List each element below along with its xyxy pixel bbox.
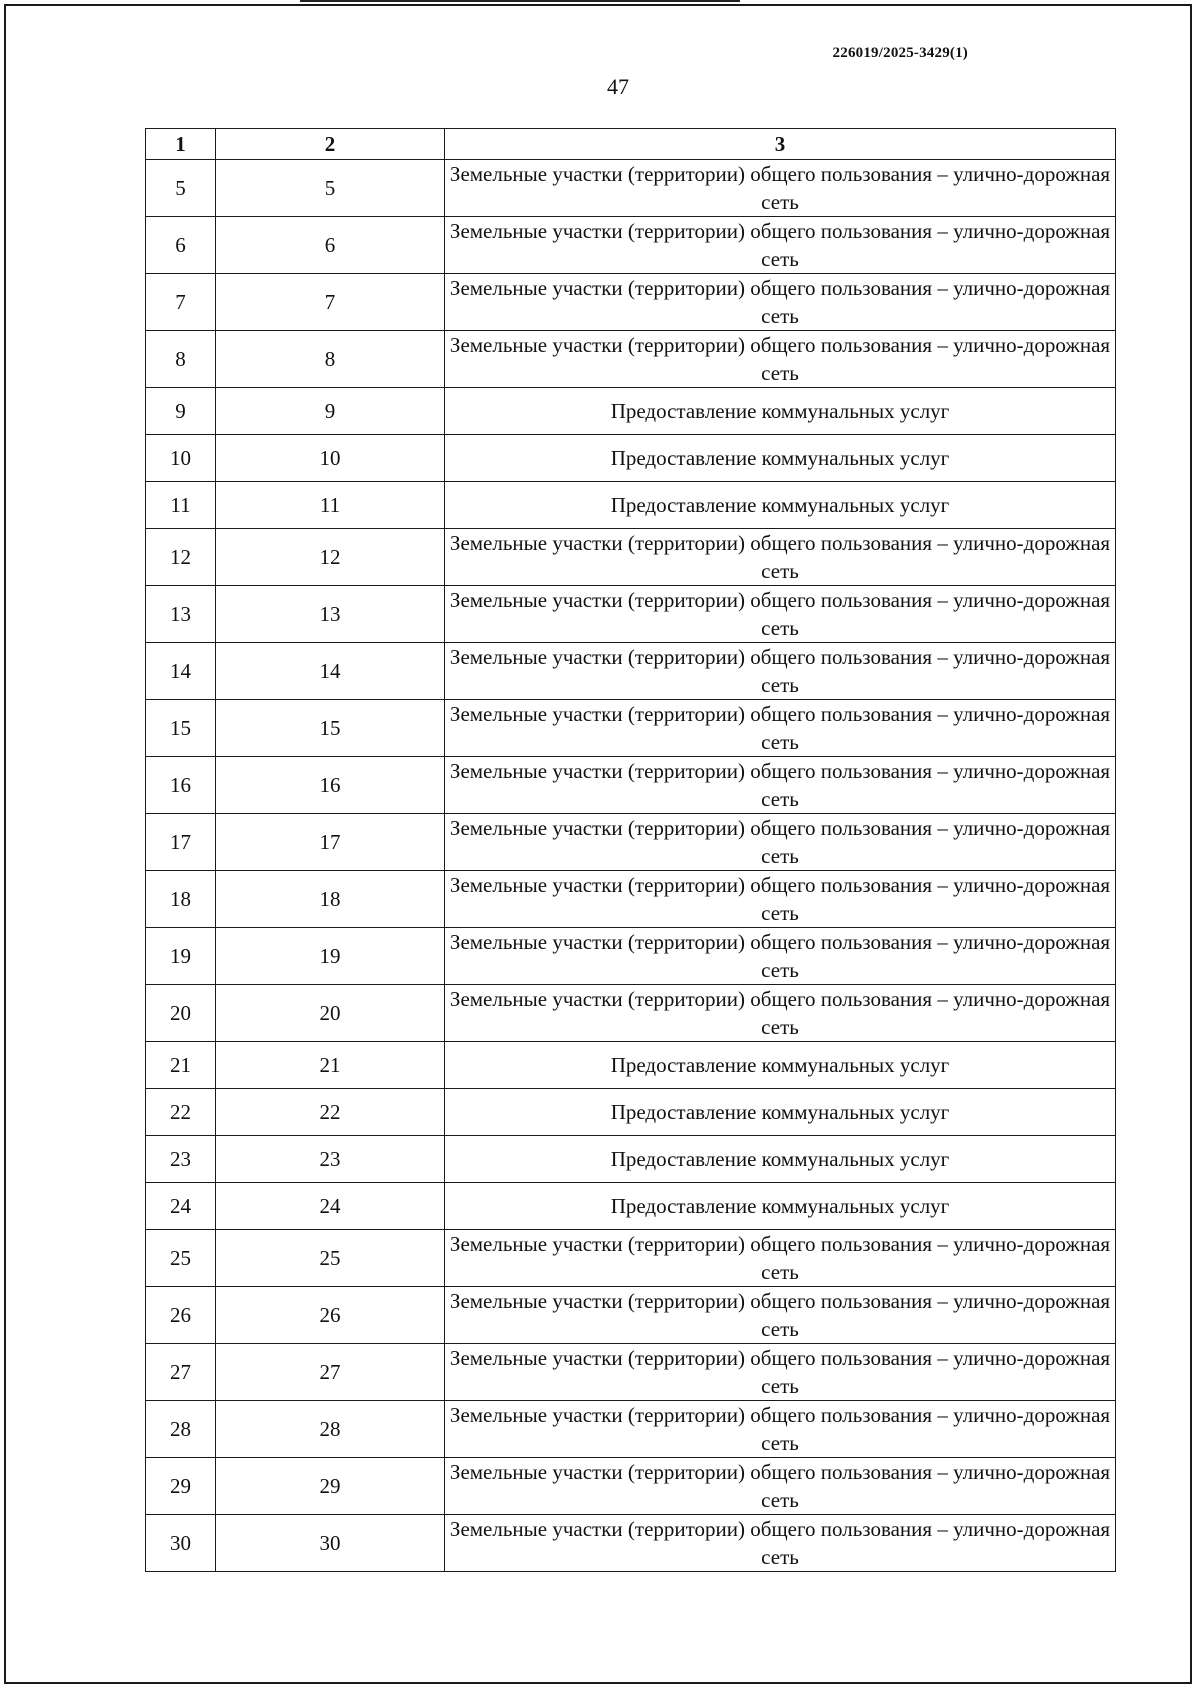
table-cell-col3: Земельные участки (территории) общего пользования – улично-дорожная сеть — [445, 1515, 1116, 1572]
table-cell-col2: 21 — [216, 1042, 445, 1089]
table-row — [146, 586, 1116, 643]
table-cell-col2: 28 — [216, 1401, 445, 1458]
table-row — [146, 274, 1116, 331]
table-cell-col1: 25 — [146, 1230, 216, 1287]
table-cell-col2: 22 — [216, 1089, 445, 1136]
table-row — [146, 331, 1116, 388]
table-cell-col1: 10 — [146, 435, 216, 482]
column-header-2: 2 — [216, 129, 445, 160]
table-cell-col2: 8 — [216, 331, 445, 388]
table-cell-col2: 25 — [216, 1230, 445, 1287]
table-row — [146, 814, 1116, 871]
table-cell-col3: Земельные участки (территории) общего пользования – улично-дорожная сеть — [445, 1458, 1116, 1515]
table-cell-col3: Земельные участки (территории) общего пользования – улично-дорожная сеть — [445, 217, 1116, 274]
table-row — [146, 1458, 1116, 1515]
table-cell-col3: Земельные участки (территории) общего пользования – улично-дорожная сеть — [445, 985, 1116, 1042]
table-cell-col2: 15 — [216, 700, 445, 757]
table-cell-col2: 24 — [216, 1183, 445, 1230]
table-row — [146, 643, 1116, 700]
table-header-row — [146, 129, 1116, 160]
table-row — [146, 700, 1116, 757]
table-cell-col2: 17 — [216, 814, 445, 871]
table-cell-col2: 18 — [216, 871, 445, 928]
table-cell-col2: 29 — [216, 1458, 445, 1515]
table-cell-col2: 6 — [216, 217, 445, 274]
table-cell-col1: 11 — [146, 482, 216, 529]
table-row — [146, 160, 1116, 217]
table-cell-col2: 26 — [216, 1287, 445, 1344]
table-cell-col2: 27 — [216, 1344, 445, 1401]
table-cell-col3: Предоставление коммунальных услуг — [445, 435, 1116, 482]
table-cell-col1: 14 — [146, 643, 216, 700]
table-cell-col3: Земельные участки (территории) общего пользования – улично-дорожная сеть — [445, 643, 1116, 700]
table-cell-col3: Земельные участки (территории) общего пользования – улично-дорожная сеть — [445, 529, 1116, 586]
table-cell-col1: 19 — [146, 928, 216, 985]
table-cell-col1: 18 — [146, 871, 216, 928]
table-cell-col2: 9 — [216, 388, 445, 435]
table-cell-col1: 13 — [146, 586, 216, 643]
table-row — [146, 1401, 1116, 1458]
document-number: 226019/2025-3429(1) — [832, 45, 968, 61]
table-row — [146, 388, 1116, 435]
table-cell-col3: Земельные участки (территории) общего пользования – улично-дорожная сеть — [445, 1230, 1116, 1287]
table-row — [146, 1344, 1116, 1401]
table-cell-col1: 20 — [146, 985, 216, 1042]
table-cell-col3: Предоставление коммунальных услуг — [445, 1089, 1116, 1136]
table-cell-col3: Земельные участки (территории) общего пользования – улично-дорожная сеть — [445, 814, 1116, 871]
table-cell-col1: 21 — [146, 1042, 216, 1089]
table-cell-col1: 23 — [146, 1136, 216, 1183]
table-cell-col3: Предоставление коммунальных услуг — [445, 1136, 1116, 1183]
table-cell-col2: 10 — [216, 435, 445, 482]
table-row — [146, 1042, 1116, 1089]
table-cell-col1: 6 — [146, 217, 216, 274]
table-cell-col1: 15 — [146, 700, 216, 757]
table-cell-col3: Земельные участки (территории) общего пользования – улично-дорожная сеть — [445, 160, 1116, 217]
page-number: 47 — [607, 74, 629, 99]
table-cell-col1: 22 — [146, 1089, 216, 1136]
table-row — [146, 757, 1116, 814]
table-cell-col3: Предоставление коммунальных услуг — [445, 388, 1116, 435]
table-cell-col3: Земельные участки (территории) общего пользования – улично-дорожная сеть — [445, 871, 1116, 928]
table-cell-col1: 7 — [146, 274, 216, 331]
table-cell-col1: 8 — [146, 331, 216, 388]
table-cell-col3: Земельные участки (территории) общего пользования – улично-дорожная сеть — [445, 586, 1116, 643]
table-cell-col2: 23 — [216, 1136, 445, 1183]
table-cell-col1: 16 — [146, 757, 216, 814]
table-cell-col3: Земельные участки (территории) общего пользования – улично-дорожная сеть — [445, 1287, 1116, 1344]
table-cell-col1: 17 — [146, 814, 216, 871]
table-row — [146, 871, 1116, 928]
table-row — [146, 928, 1116, 985]
table-cell-col1: 5 — [146, 160, 216, 217]
table-cell-col3: Земельные участки (территории) общего пользования – улично-дорожная сеть — [445, 700, 1116, 757]
table-cell-col2: 30 — [216, 1515, 445, 1572]
table-row — [146, 1230, 1116, 1287]
table-cell-col3: Предоставление коммунальных услуг — [445, 1183, 1116, 1230]
data-table — [145, 128, 1116, 1572]
scan-top-edge — [300, 0, 740, 6]
table-cell-col1: 28 — [146, 1401, 216, 1458]
table-cell-col2: 11 — [216, 482, 445, 529]
table-row — [146, 1183, 1116, 1230]
table-cell-col3: Предоставление коммунальных услуг — [445, 482, 1116, 529]
table-row — [146, 1089, 1116, 1136]
column-header-1: 1 — [146, 129, 216, 160]
table-cell-col3: Земельные участки (территории) общего пользования – улично-дорожная сеть — [445, 1344, 1116, 1401]
table-cell-col1: 26 — [146, 1287, 216, 1344]
table-cell-col2: 7 — [216, 274, 445, 331]
table-cell-col3: Предоставление коммунальных услуг — [445, 1042, 1116, 1089]
table-row — [146, 1515, 1116, 1572]
table-cell-col2: 20 — [216, 985, 445, 1042]
table-cell-col1: 9 — [146, 388, 216, 435]
table-row — [146, 1136, 1116, 1183]
table-cell-col1: 24 — [146, 1183, 216, 1230]
table-row — [146, 529, 1116, 586]
table-row — [146, 217, 1116, 274]
table-cell-col1: 27 — [146, 1344, 216, 1401]
table-cell-col1: 29 — [146, 1458, 216, 1515]
table-row — [146, 985, 1116, 1042]
table-cell-col2: 12 — [216, 529, 445, 586]
table-cell-col2: 16 — [216, 757, 445, 814]
table-cell-col1: 12 — [146, 529, 216, 586]
table-cell-col2: 14 — [216, 643, 445, 700]
table-row — [146, 1287, 1116, 1344]
table-body — [146, 160, 1116, 1572]
table-cell-col3: Земельные участки (территории) общего пользования – улично-дорожная сеть — [445, 274, 1116, 331]
table-cell-col2: 13 — [216, 586, 445, 643]
table-cell-col1: 30 — [146, 1515, 216, 1572]
table-cell-col3: Земельные участки (территории) общего пользования – улично-дорожная сеть — [445, 1401, 1116, 1458]
table-cell-col3: Земельные участки (территории) общего пользования – улично-дорожная сеть — [445, 928, 1116, 985]
column-header-3: 3 — [445, 129, 1116, 160]
table-cell-col2: 5 — [216, 160, 445, 217]
table-row — [146, 482, 1116, 529]
table-cell-col2: 19 — [216, 928, 445, 985]
table-row — [146, 435, 1116, 482]
table-cell-col3: Земельные участки (территории) общего пользования – улично-дорожная сеть — [445, 757, 1116, 814]
table-cell-col3: Земельные участки (территории) общего пользования – улично-дорожная сеть — [445, 331, 1116, 388]
